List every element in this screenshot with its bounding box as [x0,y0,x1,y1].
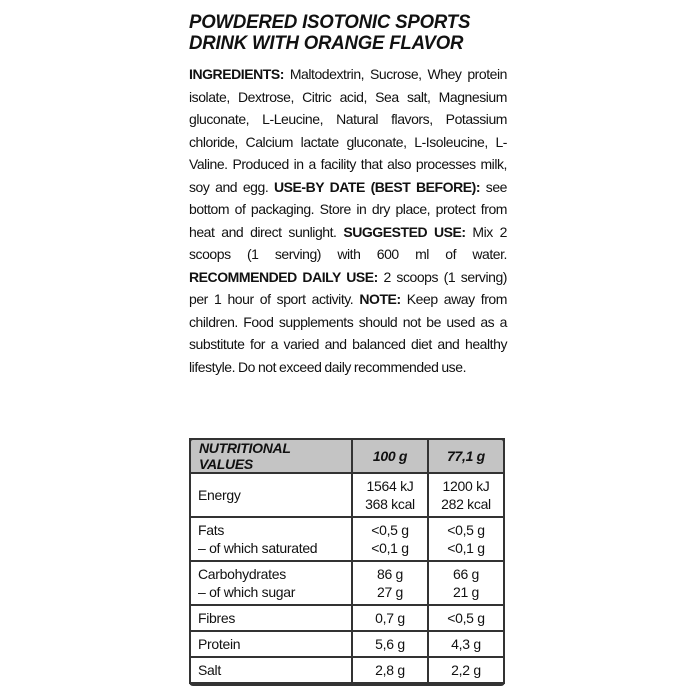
value-serving-line: 4,3 g [451,636,481,652]
nutrient-name-line: – of which saturated [198,540,318,556]
value-100g-line: 1564 kJ [366,478,414,494]
value-serving-line: <0,5 g [447,522,485,538]
value-100g-line: 368 kcal [365,496,415,512]
nutrient-name-line: Protein [198,636,241,652]
value-100g-line: <0,1 g [371,540,409,556]
value-100g [352,561,428,605]
value-100g-line: <0,5 g [371,522,409,538]
value-serving-line: 2,2 g [451,662,481,678]
table-row [190,605,504,631]
nutrient-name-line: Fibres [198,610,236,626]
value-serving-line: <0,5 g [447,610,485,626]
value-100g-line: 86 g [376,566,404,582]
header-nutritional-values: NUTRITIONAL VALUES [190,439,352,473]
value-serving-line: 282 kcal [441,496,491,512]
table-row [190,473,504,517]
nutrition-table [189,438,505,684]
recommended-use-label: RECOMMENDED DAILY USE: [189,268,378,285]
product-title [189,12,501,54]
value-100g [352,631,428,657]
header-100g: 100 g [352,439,428,473]
value-100g-line: 27 g [376,584,404,600]
product-description [189,63,507,378]
useby-text: see bottom of packaging. Store in dry place, protect from heat and direct sunlight. [189,178,507,240]
product-label [189,12,507,378]
nutrient-name [190,605,352,631]
value-100g [352,517,428,561]
nutrient-name [190,657,352,683]
nutrition-header-row [190,439,504,473]
value-100g-line: 5,6 g [375,636,405,652]
value-serving-line: <0,1 g [447,540,485,556]
nutrient-name-line: Carbohydrates [198,566,286,582]
useby-label: USE-BY DATE (BEST BEFORE): [273,178,481,195]
recommended-use-text: 2 scoops (1 serving) per 1 hour of sport activity. [189,268,507,307]
header-serving: 77,1 g [428,439,504,473]
nutrient-name [190,561,352,605]
table-row [190,657,504,683]
nutrient-name-line: Energy [198,487,241,503]
table-row [190,561,504,605]
nutrient-name [190,473,352,517]
nutrient-name-line: Fats [198,522,225,538]
value-serving [428,473,504,517]
nutrient-name-line: Salt [198,662,221,678]
title-line-2: DRINK WITH ORANGE FLAVOR [189,33,464,54]
nutrient-name [190,631,352,657]
value-100g [352,657,428,683]
suggested-use-text: Mix 2 scoops (1 serving) with 600 ml of water. [189,223,507,262]
value-serving-line: 21 g [452,584,480,600]
value-serving [428,605,504,631]
suggested-use-label: SUGGESTED USE: [343,223,466,240]
title-line-1: POWDERED ISOTONIC SPORTS [189,12,471,33]
value-serving-line: 1200 kJ [442,478,490,494]
note-label: NOTE: [359,291,401,307]
table-row [190,631,504,657]
table-row [190,517,504,561]
value-serving [428,631,504,657]
value-serving-line: 66 g [452,566,480,582]
value-100g [352,473,428,517]
value-100g-line: 2,8 g [375,662,405,678]
value-serving [428,517,504,561]
value-serving [428,657,504,683]
nutrient-name-line: – of which sugar [198,584,296,600]
ingredients-label: INGREDIENTS: [189,66,284,82]
note-text: Keep away from children. Food supplements should not be used as a substitute for a varied and balanced diet and healthy lifestyle. Do not exceed daily recommended use. [189,291,507,375]
nutrient-name [190,517,352,561]
nutrition-body [190,473,504,683]
value-100g [352,605,428,631]
value-100g-line: 0,7 g [375,610,405,626]
value-serving [428,561,504,605]
ingredients-text: Maltodextrin, Sucrose, Whey protein isolate, Dextrose, Citric acid, Sea salt, Magnesium gluconate, L-Leucine, Natural flavors, Potassium chloride, Calcium lactate gluconate, L-Isoleucine, L-Valine. Produced in a facility that also processes milk, soy and egg. [189,66,507,195]
